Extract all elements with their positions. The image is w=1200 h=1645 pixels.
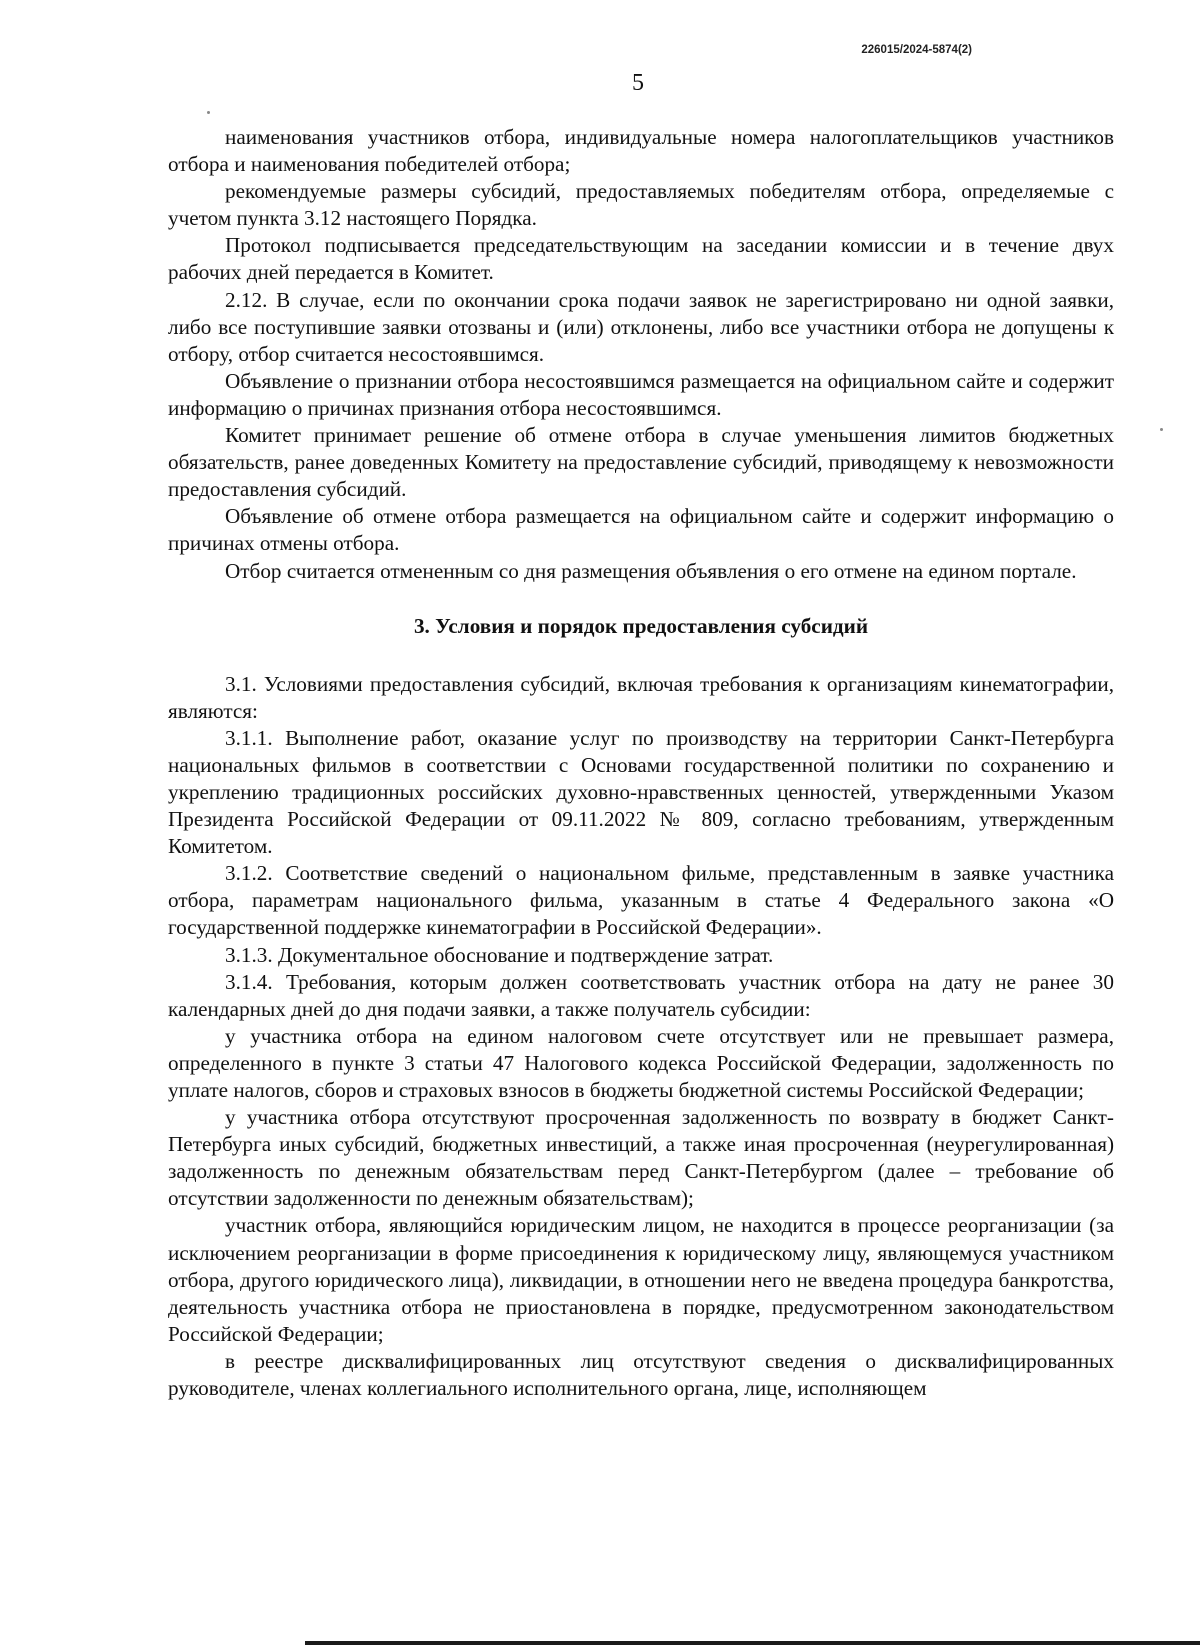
paragraph: наименования участников отбора, индивидуальные номера налогоплательщиков участников отбора и наименования победителей отбора; xyxy=(168,125,1114,177)
document-registration-number: 226015/2024-5874(2) xyxy=(861,44,972,56)
paragraph: 3.1.4. Требования, которым должен соответствовать участник отбора на дату не ранее 30 календарных дней до дня подачи заявки, а также получатель субсидии: xyxy=(168,969,1114,1021)
scan-edge-line xyxy=(305,1641,1200,1645)
scan-speck xyxy=(207,111,210,114)
paragraph: 3.1.2. Соответствие сведений о национальном фильме, представленным в заявке участника отбора, параметрам национального фильма, указанным в статье 4 Федерального закона «О государственной поддержке кинематографии в Российской Федерации». xyxy=(168,861,1114,940)
paragraph: Отбор считается отмененным со дня размещения объявления о его отмене на едином портале. xyxy=(225,558,1077,583)
scan-speck xyxy=(1160,428,1163,431)
paragraph: 3.1.1. Выполнение работ, оказание услуг по производству на территории Санкт-Петербурга национальных фильмов в соответствии с Основами государственной политики по сохранению и укреплению традиционных российских духовно-нравственных ценностей, утвержденными Указом Президента Российской Федерации от 09.11.2022 № 809, согласно требованиям, утвержденным Комитетом. xyxy=(168,725,1114,859)
paragraph: у участника отбора отсутствуют просроченная задолженность по возврату в бюджет Санкт-Петербурга иных субсидий, бюджетных инвестиций, а также иная просроченная (неурегулированная) задолженность по денежным обязательствам перед Санкт-Петербургом (далее – требование об отсутствии задолженности по денежным обязательствам); xyxy=(168,1105,1114,1211)
paragraph: 3.1.3. Документальное обоснование и подтверждение затрат. xyxy=(225,942,774,967)
paragraph: 3.1. Условиями предоставления субсидий, включая требования к организациям кинематографии, являются: xyxy=(168,671,1114,723)
paragraph: 2.12. В случае, если по окончании срока подачи заявок не зарегистрировано ни одной заявки, либо все поступившие заявки отозваны и (или) отклонены, либо все участники отбора не допущены к отбору, отбор считается несостоявшимся. xyxy=(168,287,1114,366)
paragraph: Объявление об отмене отбора размещается на официальном сайте и содержит информацию о причинах отмены отбора. xyxy=(168,504,1114,556)
paragraph: Комитет принимает решение об отмене отбора в случае уменьшения лимитов бюджетных обязательств, ранее доведенных Комитету на предоставление субсидий, приводящему к невозможности предоставления субсидий. xyxy=(168,423,1114,502)
document-body xyxy=(168,124,1114,1402)
paragraph: у участника отбора на едином налоговом счете отсутствует или не превышает размера, определенного в пункте 3 статьи 47 Налогового кодекса Российской Федерации, задолженность по уплате налогов, сборов и страховых взносов в бюджеты бюджетной системы Российской Федерации; xyxy=(168,1023,1114,1102)
page-number: 5 xyxy=(632,70,644,96)
paragraph: Протокол подписывается председательствующим на заседании комиссии и в течение двух рабочих дней передается в Комитет. xyxy=(168,233,1114,285)
paragraph: в реестре дисквалифицированных лиц отсутствуют сведения о дисквалифицированных руководителе, членах коллегиального исполнительного органа, лице, исполняющем xyxy=(168,1348,1114,1401)
paragraph: участник отбора, являющийся юридическим лицом, не находится в процессе реорганизации (за исключением реорганизации в форме присоединения к юридическому лицу, являющемуся участником отбора, другого юридического лица), ликвидации, в отношении него не введена процедура банкротства, деятельность участника отбора не приостановлена в порядке, предусмотренном законодательством Российской Федерации; xyxy=(168,1213,1114,1346)
paragraph: Объявление о признании отбора несостоявшимся размещается на официальном сайте и содержит информацию о причинах признания отбора несостоявшимся. xyxy=(168,368,1114,420)
paragraph: рекомендуемые размеры субсидий, предоставляемых победителям отбора, определяемые с учетом пункта 3.12 настоящего Порядка. xyxy=(168,179,1114,231)
section-heading: 3. Условия и порядок предоставления субсидий xyxy=(413,613,869,638)
